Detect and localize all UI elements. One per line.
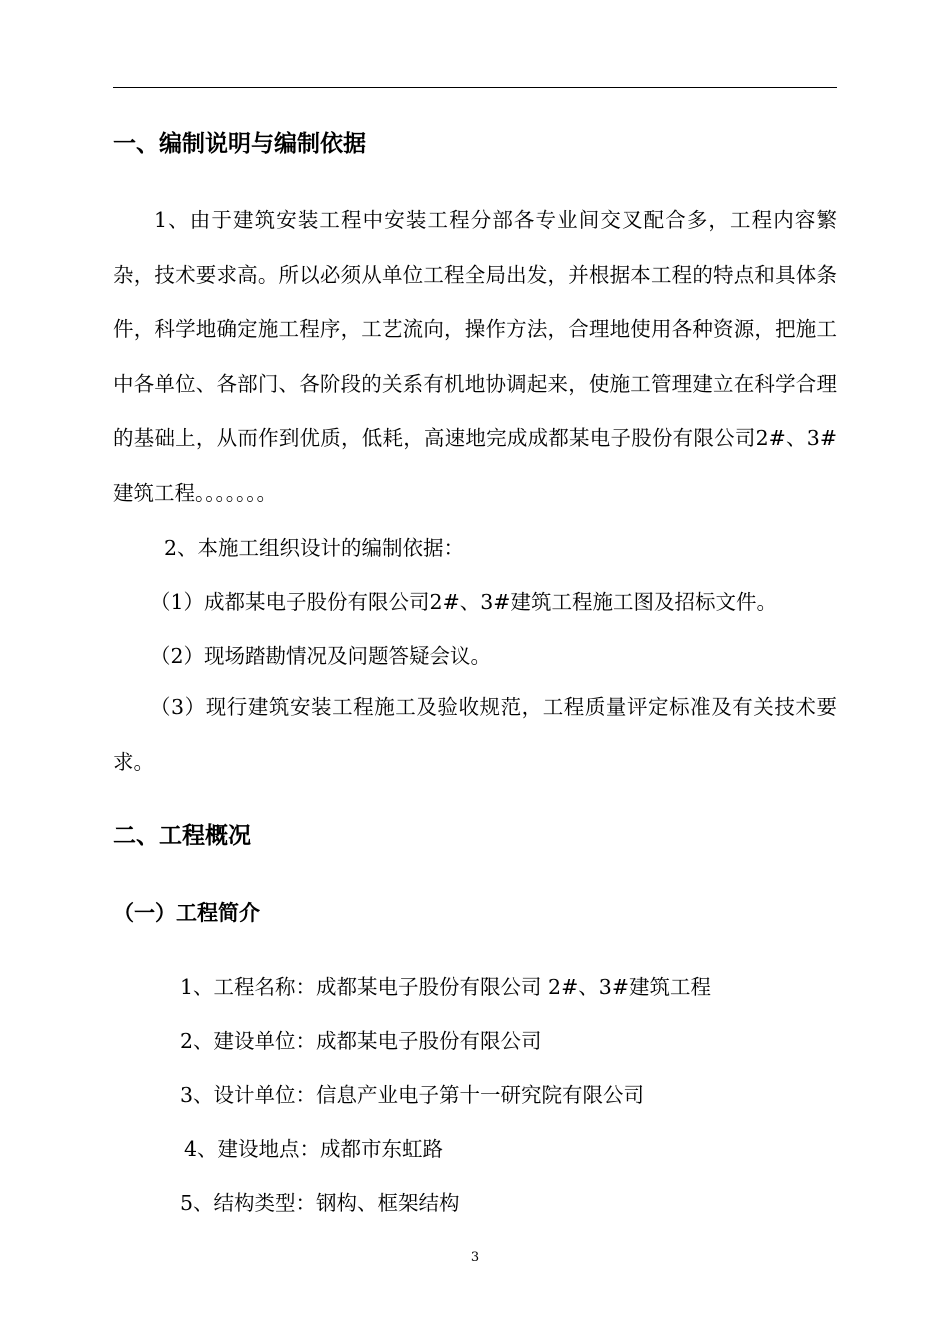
page-number: 3: [470, 1250, 480, 1265]
basis-item-1: （1）成都某电子股份有限公司2#、3#建筑工程施工图及招标文件。: [150, 590, 777, 614]
header-rule: [113, 87, 837, 88]
project-item-structure: 5、结构类型：钢构、框架结构: [180, 1191, 460, 1215]
section-heading-1: 一、编制说明与编制依据: [113, 131, 366, 157]
basis-title: 2、本施工组织设计的编制依据：: [164, 536, 465, 560]
subsection-heading: （一）工程简介: [113, 901, 260, 925]
basis-item-2: （2）现场踏勘情况及问题答疑会议。: [150, 644, 492, 668]
section-heading-2: 二、工程概况: [113, 823, 251, 849]
project-item-designer: 3、设计单位：信息产业电子第十一研究院有限公司: [180, 1083, 645, 1107]
project-item-owner: 2、建设单位：成都某电子股份有限公司: [180, 1029, 542, 1053]
basis-item-3: （3）现行建筑安装工程施工及验收规范，工程质量评定标准及有关技术要求。: [113, 695, 837, 774]
paragraph-intro: 1、由于建筑安装工程中安装工程分部各专业间交叉配合多，工程内容繁杂，技术要求高。所以必须从单位工程全局出发，并根据本工程的特点和具体条件，科学地确定施工程序，工艺流向，操作方法，合理地使用各种资源，把施工中各单位、各部门、各阶段的关系有机地协调起来，使施工管理建立在科学合理的基础上，从而作到优质，低耗，高速地完成成都某电子股份有限公司2#、3#建筑工程。。。。。。。: [113, 208, 837, 505]
project-item-name: 1、工程名称：成都某电子股份有限公司 2#、3#建筑工程: [180, 975, 711, 999]
project-item-location: 4、建设地点：成都市东虹路: [184, 1137, 444, 1161]
